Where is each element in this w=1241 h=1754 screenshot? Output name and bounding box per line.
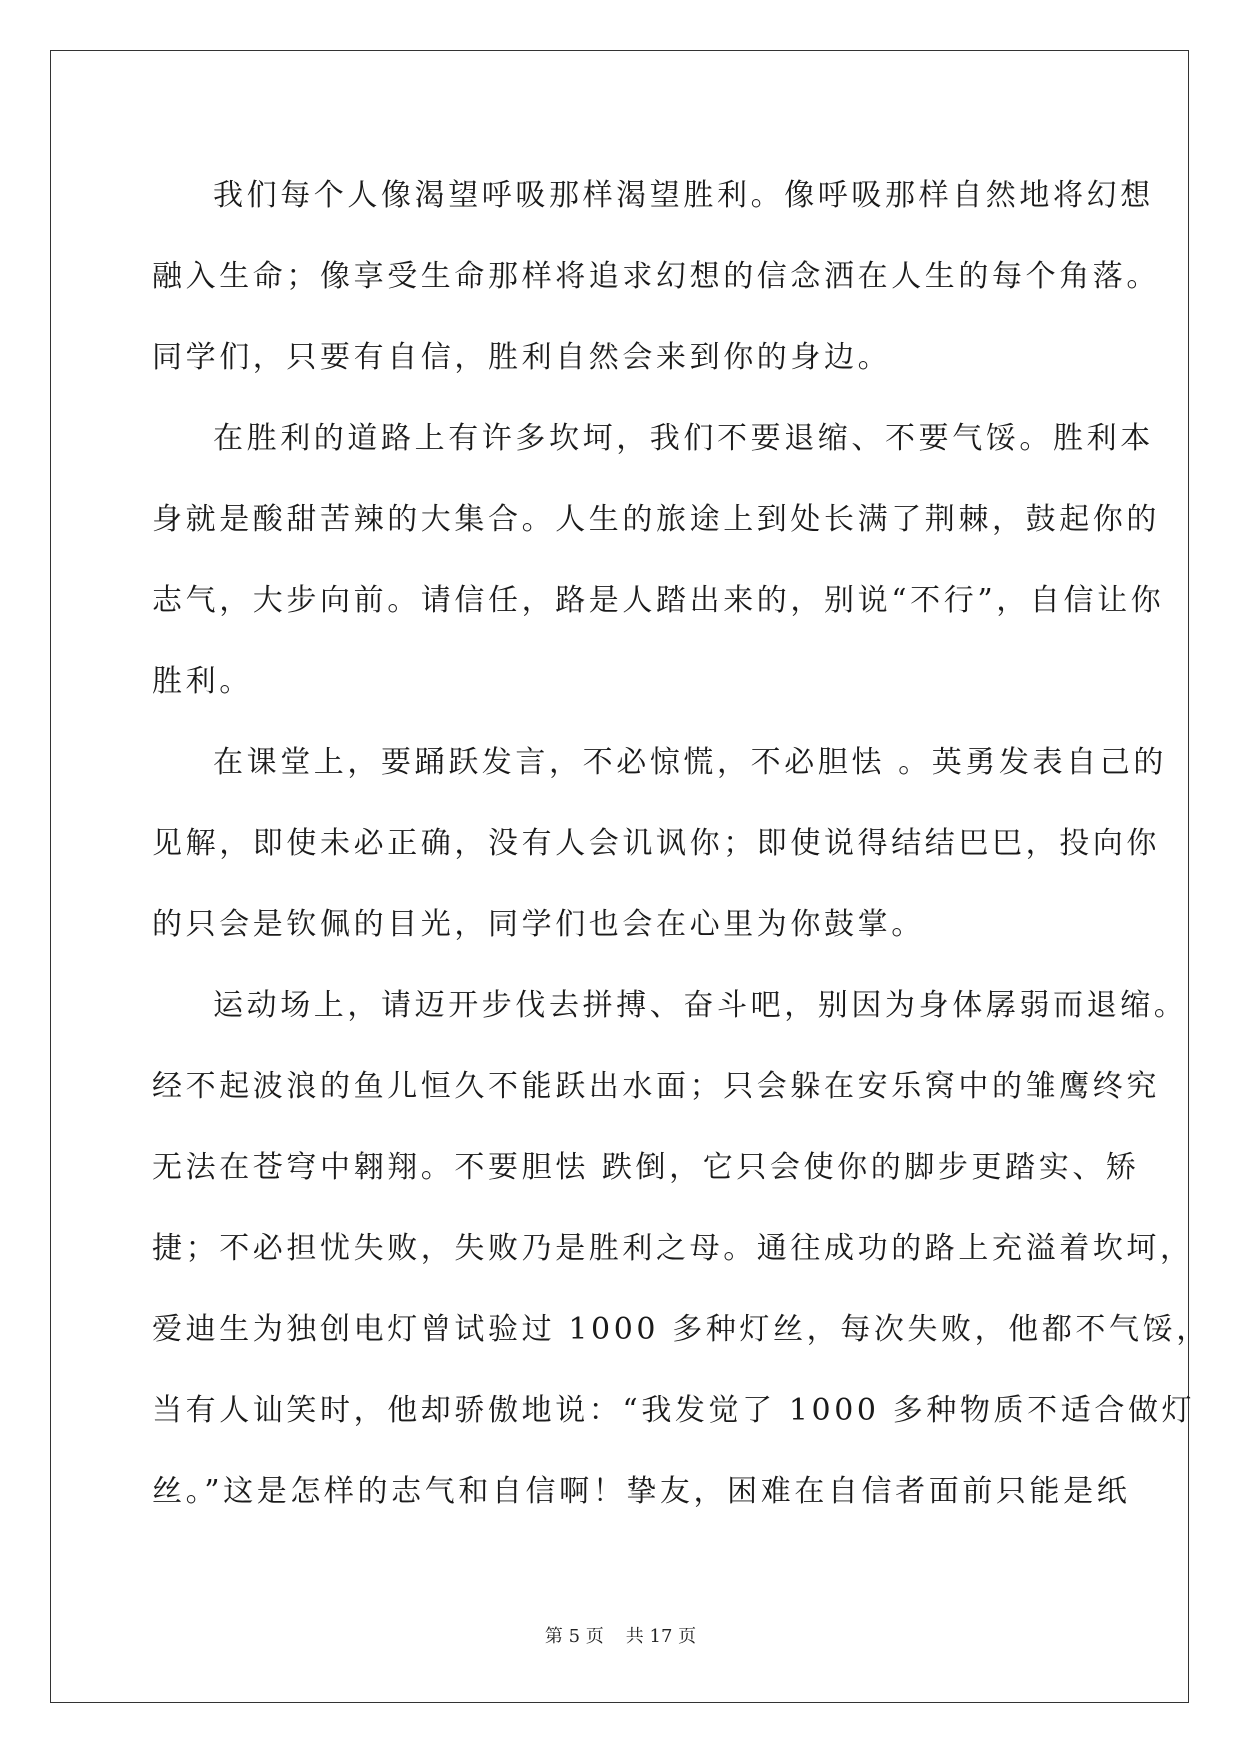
text-line: 的只会是钦佩的目光，同学们也会在心里为你鼓掌。 [152, 907, 925, 942]
text-line: 胜利。 [152, 664, 253, 699]
text-line: 捷；不必担忧失败，失败乃是胜利之母。通往成功的路上充溢着坎坷， [152, 1231, 1194, 1266]
text-line: 身就是酸甜苦辣的大集合。人生的旅途上到处长满了荆棘，鼓起你的 [152, 502, 1160, 537]
text-line: 在胜利的道路上有许多坎坷，我们不要退缩、不要气馁。胜利本 [213, 421, 1154, 456]
text-line: 运动场上，请迈开步伐去拼搏、奋斗吧，别因为身体孱弱而退缩。 [213, 988, 1188, 1023]
text-line: 在课堂上，要踊跃发言，不必惊慌，不必胆怯 。英勇发表自己的 [213, 745, 1167, 780]
text-line: 丝。”这是怎样的志气和自信啊！挚友，困难在自信者面前只能是纸 [152, 1474, 1131, 1509]
page-number: 第 5 页 [544, 1626, 604, 1647]
page-footer [0, 1622, 1241, 1648]
text-line: 爱迪生为独创电灯曾试验过 1000 多种灯丝，每次失败，他都不气馁， [152, 1312, 1210, 1347]
text-line: 经不起波浪的鱼儿恒久不能跃出水面；只会躲在安乐窝中的雏鹰终究 [152, 1069, 1160, 1104]
text-line: 无法在苍穹中翱翔。不要胆怯 跌倒，它只会使你的脚步更踏实、矫 [152, 1150, 1140, 1185]
text-line: 同学们，只要有自信，胜利自然会来到你的身边。 [152, 340, 892, 375]
page-total: 共 17 页 [625, 1626, 697, 1647]
document-body [152, 166, 1210, 1543]
text-line: 我们每个人像渴望呼吸那样渴望胜利。像呼吸那样自然地将幻想 [213, 178, 1154, 213]
text-line: 当有人讪笑时，他却骄傲地说：“我发觉了 1000 多种物质不适合做灯 [152, 1393, 1196, 1428]
text-line: 志气，大步向前。请信任，路是人踏出来的，别说“不行”，自信让你 [152, 583, 1165, 618]
text-line: 融入生命；像享受生命那样将追求幻想的信念洒在人生的每个角落。 [152, 259, 1160, 294]
text-line: 见解，即使未必正确，没有人会讥讽你；即使说得结结巴巴，投向你 [152, 826, 1160, 861]
